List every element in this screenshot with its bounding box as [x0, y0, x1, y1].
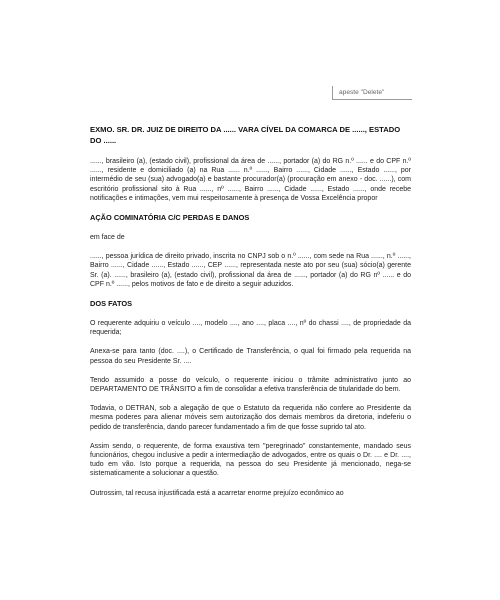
- facts-title: DOS FATOS: [90, 299, 133, 309]
- facts-paragraph-6: Outrossim, tal recusa injustificada está a acarretar enorme prejuízo econômico ao: [90, 489, 344, 497]
- delete-note-box: [332, 86, 412, 100]
- facts-paragraph-3: Tendo assumido a posse do veículo, o requerente iniciou o trâmite administrativo junto ao DEPARTAMENTO DE TRÂNSITO a fim de consolidar a efetiva transferência de titularidade do bem.: [90, 376, 411, 394]
- petition-heading: EXMO. SR. DR. JUIZ DE DIREITO DA ...... VARA CÍVEL DA COMARCA DE ......, ESTADO DO ......: [90, 125, 401, 145]
- delete-note-label: apeste "Delete": [339, 89, 385, 96]
- facts-paragraph-4: Todavia, o DETRAN, sob a alegação de que o Estatuto da requerida não confere ao Presidente da mesma poderes para alienar móveis sem autorização dos demais membros da diretoria, indeferiu o pedido de transferência, dando parecer fundamentado a fim de que fosse suprido tal ato.: [90, 405, 411, 431]
- petition-body: [90, 124, 411, 508]
- action-title: AÇÃO COMINATÓRIA C/C PERDAS E DANOS: [90, 213, 250, 223]
- em-face-text: em face de: [90, 234, 125, 242]
- facts-paragraph-5: Assim sendo, o requerente, de forma exaustiva tem "peregrinado" constantemente, mandado seus funcionários, chegou inclusive a pedir a intermediação de advogados, entre os quais o Dr. .... e Dr. ...., tudo em vão. Isto porque a requerida, na pessoa do seu Presidente já mencionado, nega-se sistematicamente a solucionar a questão.: [90, 442, 411, 478]
- defendant-qualification: ......, pessoa jurídica de direito privado, inscrita no CNPJ sob o n.º ......, com sede na Rua ......, n.º ......, Bairro ......, Cidade ......, Estado ......, CEP ......, representada neste ato por seu (sua) sócio(a) gerente Sr. (a). ......, brasileiro (a), (estado civil), profissional da área de ......, portador (a) do RG nº ...... e do CPF n.º ......, pelos motivos de fato e de direito a seguir aduzidos.: [90, 253, 411, 288]
- facts-paragraph-1: O requerente adquiriu o veículo ...., modelo ...., ano ...., placa ...., nº do chassi ...., de propriedade da requerida;: [90, 320, 411, 337]
- plaintiff-qualification: ......, brasileiro (a), (estado civil), profissional da área de ......, portador (a) do RG n.º ...... e do CPF n.º ......, residente e domiciliado (a) na Rua ...... n.º ......, Bairro ......, Cidade ......, Estado ......, por intermédio de seu (sua) advogado(a) e bastante procurador(a) (procuração em anexo - doc. ......), com escritório profissional sito à Rua ......, nº ......, Bairro ......, Cidade ......, Estado ......, onde recebe notificações e intimações, vem mui respeitosamente à presença de Vossa Excelência propor: [90, 158, 411, 202]
- facts-paragraph-2: Anexa-se para tanto (doc. ....), o Certificado de Transferência, o qual foi firmado pela requerida na pessoa do seu Presidente Sr. ....: [90, 348, 411, 365]
